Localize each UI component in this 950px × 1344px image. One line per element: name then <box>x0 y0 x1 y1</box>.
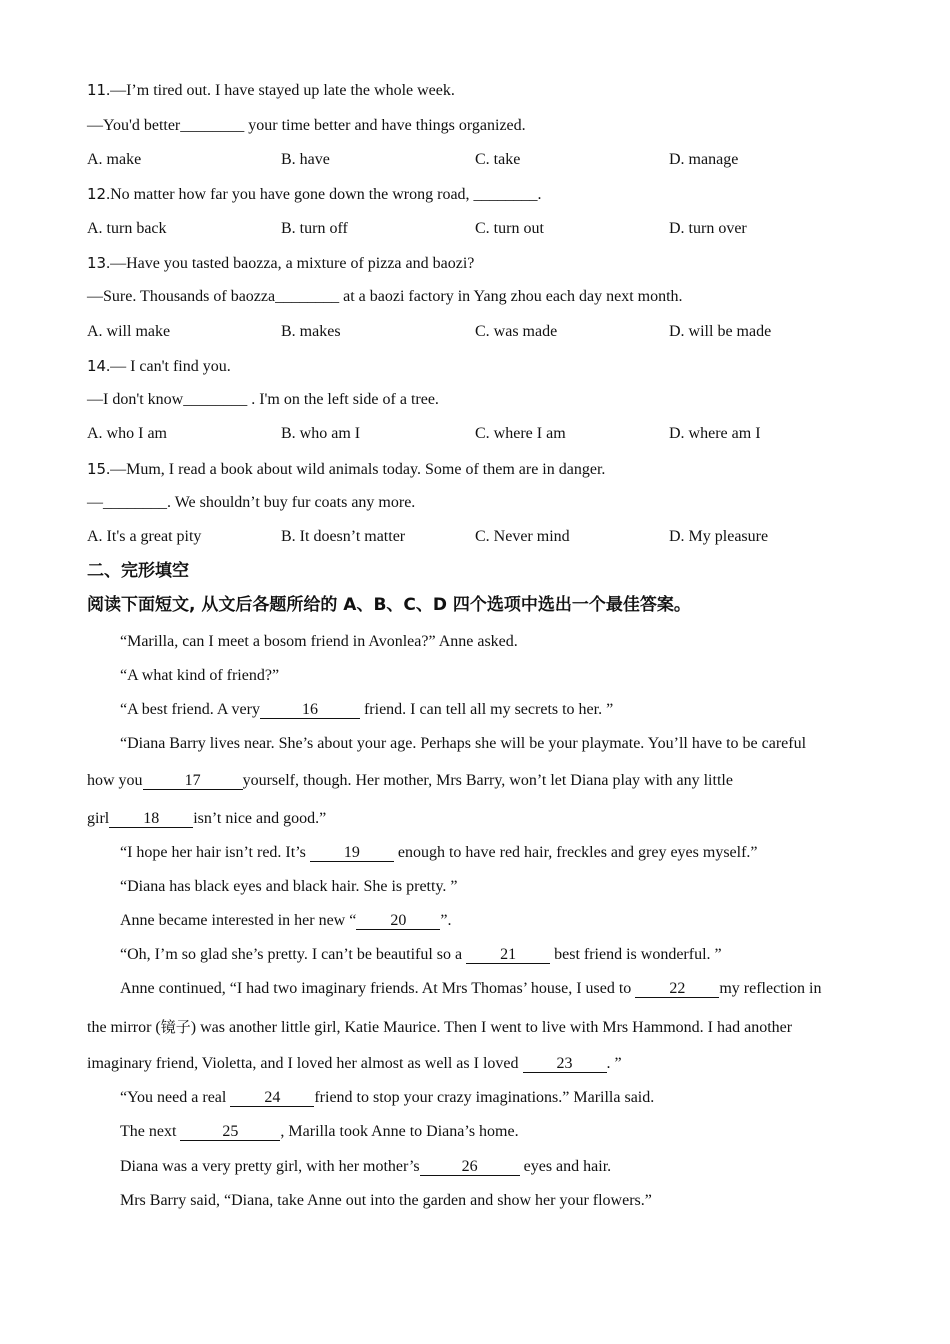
question-number: 12 <box>87 185 107 203</box>
question-12-options <box>87 219 867 239</box>
question-12-stem: 12.No matter how far you have gone down the wrong road, ________. <box>87 185 542 203</box>
option-d[interactable]: D. turn over <box>669 220 747 237</box>
passage-paragraph: “You need a real 24 friend to stop your crazy imaginations.” Marilla said. <box>120 1089 655 1106</box>
passage-paragraph: Mrs Barry said, “Diana, take Anne out into the garden and show her your flowers.” <box>120 1192 652 1209</box>
option-a[interactable]: A. turn back <box>87 220 167 237</box>
question-number: 15 <box>87 460 107 478</box>
question-15-line2: —________. We shouldn’t buy fur coats any more. <box>87 494 416 511</box>
passage-paragraph: “Diana Barry lives near. She’s about your age. Perhaps she will be your playmate. You’ll have to be careful <box>120 735 807 752</box>
question-number: 11 <box>87 81 107 99</box>
option-a[interactable]: A. make <box>87 151 142 168</box>
option-a[interactable]: A. who I am <box>87 425 167 442</box>
question-14-options <box>87 424 867 444</box>
question-13-stem: 13.—Have you tasted baozza, a mixture of pizza and baozi? <box>87 254 475 272</box>
passage-line: imaginary friend, Violetta, and I loved her almost as well as I loved 23 . ” <box>87 1055 622 1072</box>
question-14-line2: —I don't know________ . I'm on the left side of a tree. <box>87 391 439 408</box>
question-13-options <box>87 322 867 342</box>
option-b[interactable]: B. It doesn’t matter <box>281 528 406 545</box>
blank-21[interactable]: 21 <box>466 946 550 964</box>
passage-paragraph: “Oh, I’m so glad she’s pretty. I can’t be beautiful so a 21 best friend is wonderful. ” <box>120 946 722 963</box>
blank-17[interactable]: 17 <box>143 772 243 790</box>
option-b[interactable]: B. have <box>281 151 330 168</box>
passage-paragraph: “Marilla, can I meet a bosom friend in Avonlea?” Anne asked. <box>120 633 518 650</box>
passage-line: the mirror (镜子) was another little girl, Katie Maurice. Then I went to live with Mrs Hammond. I had another <box>87 1018 793 1036</box>
option-c[interactable]: C. turn out <box>475 220 544 237</box>
passage-paragraph: Diana was a very pretty girl, with her mother’s 26 eyes and hair. <box>120 1158 612 1175</box>
passage-paragraph: “A best friend. A very 16 friend. I can tell all my secrets to her. ” <box>120 701 614 718</box>
option-b[interactable]: B. who am I <box>281 425 361 442</box>
option-c[interactable]: C. Never mind <box>475 528 570 545</box>
question-number: 13 <box>87 254 107 272</box>
blank-19[interactable]: 19 <box>310 844 394 862</box>
blank-25[interactable]: 25 <box>180 1123 280 1141</box>
passage-line: girl 18 isn’t nice and good.” <box>87 810 327 827</box>
passage-line: how you 17 yourself, though. Her mother, Mrs Barry, won’t let Diana play with any little <box>87 772 733 789</box>
section-instruction: 阅读下面短文, 从文后各题所给的 A、B、C、D 四个选项中选出一个最佳答案。 <box>87 595 691 615</box>
question-11-line2: —You'd better________ your time better and have things organized. <box>87 117 526 134</box>
blank-26[interactable]: 26 <box>420 1158 520 1176</box>
option-d[interactable]: D. My pleasure <box>669 528 769 545</box>
option-d[interactable]: D. manage <box>669 151 739 168</box>
option-c[interactable]: C. take <box>475 151 521 168</box>
blank-20[interactable]: 20 <box>356 912 440 930</box>
option-d[interactable]: D. where am I <box>669 425 761 442</box>
question-15-options <box>87 527 867 547</box>
section-title: 二、完形填空 <box>87 561 189 581</box>
blank-18[interactable]: 18 <box>109 810 193 828</box>
question-14-stem: 14.— I can't find you. <box>87 357 231 375</box>
passage-paragraph: Anne became interested in her new “ 20 ”. <box>120 912 452 929</box>
question-15-stem: 15.—Mum, I read a book about wild animals today. Some of them are in danger. <box>87 460 606 478</box>
passage-paragraph: “A what kind of friend?” <box>120 667 280 684</box>
option-c[interactable]: C. was made <box>475 323 558 340</box>
blank-23[interactable]: 23 <box>523 1055 607 1073</box>
question-11-options <box>87 150 867 170</box>
passage-paragraph: The next 25 , Marilla took Anne to Diana’s home. <box>120 1123 519 1140</box>
question-11-stem: 11.—I’m tired out. I have stayed up late the whole week. <box>87 81 455 99</box>
option-c[interactable]: C. where I am <box>475 425 566 442</box>
question-number: 14 <box>87 357 107 375</box>
blank-24[interactable]: 24 <box>230 1089 314 1107</box>
option-b[interactable]: B. makes <box>281 323 341 340</box>
passage-paragraph: “I hope her hair isn’t red. It’s 19 enough to have red hair, freckles and grey eyes myself.” <box>120 844 758 861</box>
passage-paragraph: Anne continued, “I had two imaginary friends. At Mrs Thomas’ house, I used to 22 my reflection in <box>120 980 822 997</box>
blank-22[interactable]: 22 <box>635 980 719 998</box>
option-a[interactable]: A. will make <box>87 323 171 340</box>
option-d[interactable]: D. will be made <box>669 323 772 340</box>
option-b[interactable]: B. turn off <box>281 220 348 237</box>
question-13-line2: —Sure. Thousands of baozza________ at a baozi factory in Yang zhou each day next month. <box>87 288 683 305</box>
blank-16[interactable]: 16 <box>260 701 360 719</box>
option-a[interactable]: A. It's a great pity <box>87 528 202 545</box>
passage-paragraph: “Diana has black eyes and black hair. She is pretty. ” <box>120 878 458 895</box>
